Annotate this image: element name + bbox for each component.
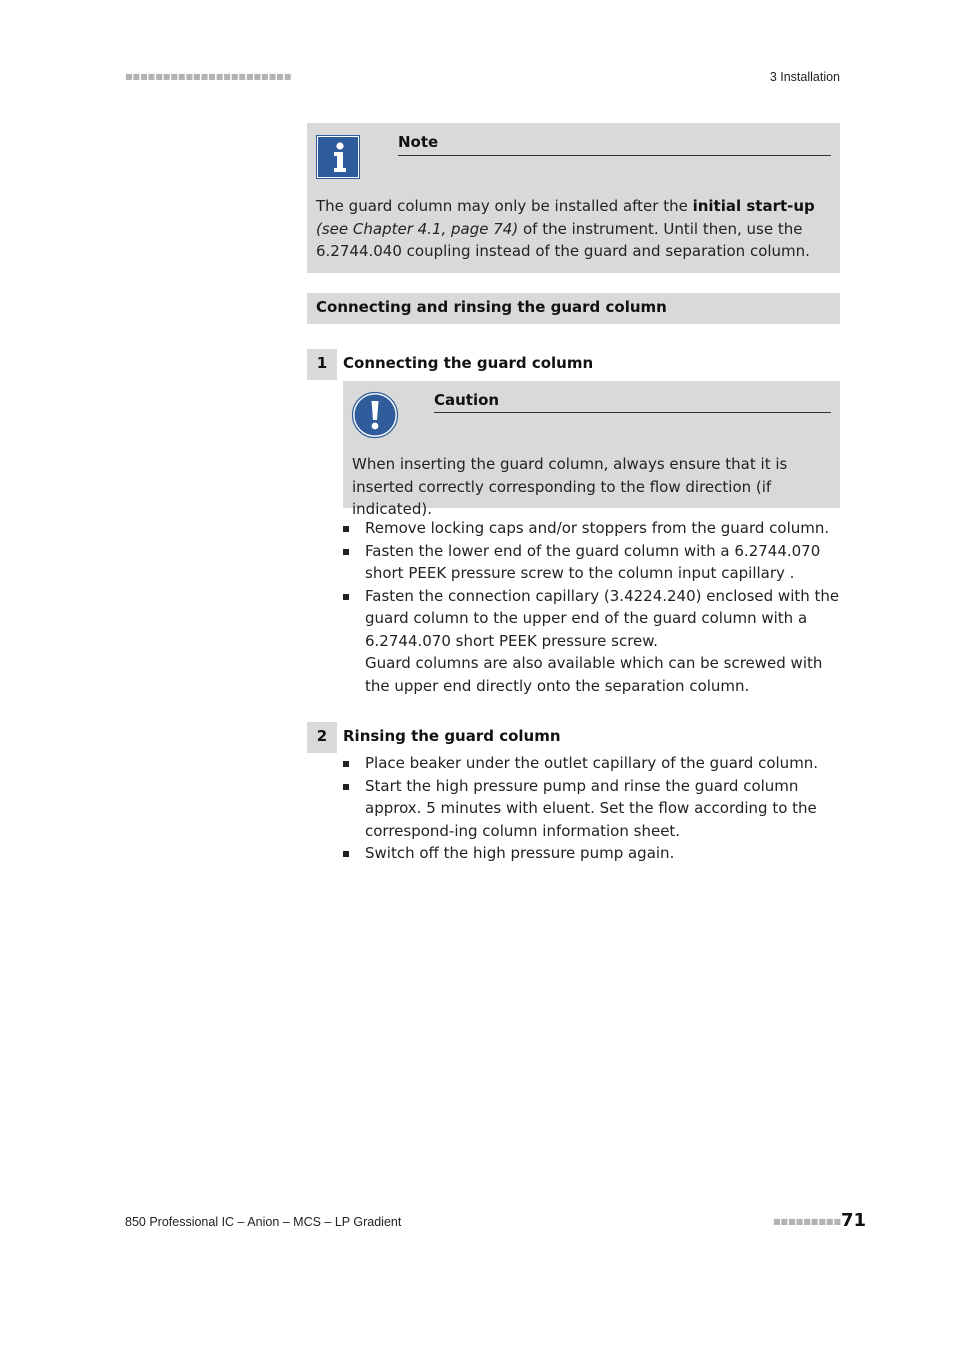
caution-box	[343, 381, 840, 518]
footer-decoration: ■■■■■■■■■	[773, 1217, 842, 1226]
step-number: 1	[307, 349, 337, 380]
info-icon	[316, 135, 360, 179]
note-text	[316, 195, 836, 263]
section-heading	[307, 293, 840, 324]
header-decoration: ■■■■■■■■■■■■■■■■■■■■■■	[125, 72, 292, 81]
caution-title: Caution	[434, 391, 500, 409]
document-title: 850 Professional IC – Anion – MCS – LP Gradient	[125, 1215, 402, 1229]
caution-text: When inserting the guard column, always ensure that it is inserted correctly corresponding to the flow direction (if indicated).	[352, 455, 788, 518]
note-cross-reference: (see Chapter 4.1, page 74)	[316, 219, 519, 238]
note-text-part: The guard column may only be installed after the	[316, 197, 693, 215]
step-title: Rinsing the guard column	[343, 727, 561, 745]
list-item: Switch off the high pressure pump again.	[343, 842, 840, 865]
list-item-text: Fasten the connection capillary (3.4224.240) enclosed with the guard column to the upper end of the guard column with a 6.2744.070 short PEEK pressure screw.	[365, 586, 840, 650]
chapter-title: 3 Installation	[769, 70, 840, 84]
note-title-rule	[398, 155, 831, 156]
list-item: Remove locking caps and/or stoppers from the guard column.	[343, 517, 840, 540]
list-item-note: Guard columns are also available which can be screwed with the upper end directly onto the separation column.	[365, 654, 823, 695]
note-box	[307, 123, 840, 273]
list-item: Place beaker under the outlet capillary of the guard column.	[343, 752, 840, 775]
caution-title-rule	[434, 412, 831, 413]
page-number: 71	[840, 1210, 866, 1231]
note-title: Note	[398, 133, 439, 151]
note-text-bold: initial start-up	[692, 197, 815, 215]
list-item: Start the high pressure pump and rinse the guard column approx. 5 minutes with eluent. Set the flow according to the correspond-ing column information sheet.	[343, 775, 840, 843]
step-number: 2	[307, 722, 337, 753]
exclamation-icon	[351, 391, 399, 443]
list-item: Fasten the lower end of the guard column with a 6.2744.070 short PEEK pressure screw to the column input capillary .	[343, 540, 840, 585]
step-title: Connecting the guard column	[343, 354, 594, 372]
step-2-list	[343, 752, 840, 865]
note-text-part: of the instrument. Until then, use the 6.2744.040 coupling instead of the guard and separation column.	[316, 219, 810, 260]
list-item	[343, 585, 840, 698]
section-heading-text: Connecting and rinsing the guard column	[316, 298, 667, 316]
step-1-list	[343, 517, 840, 697]
